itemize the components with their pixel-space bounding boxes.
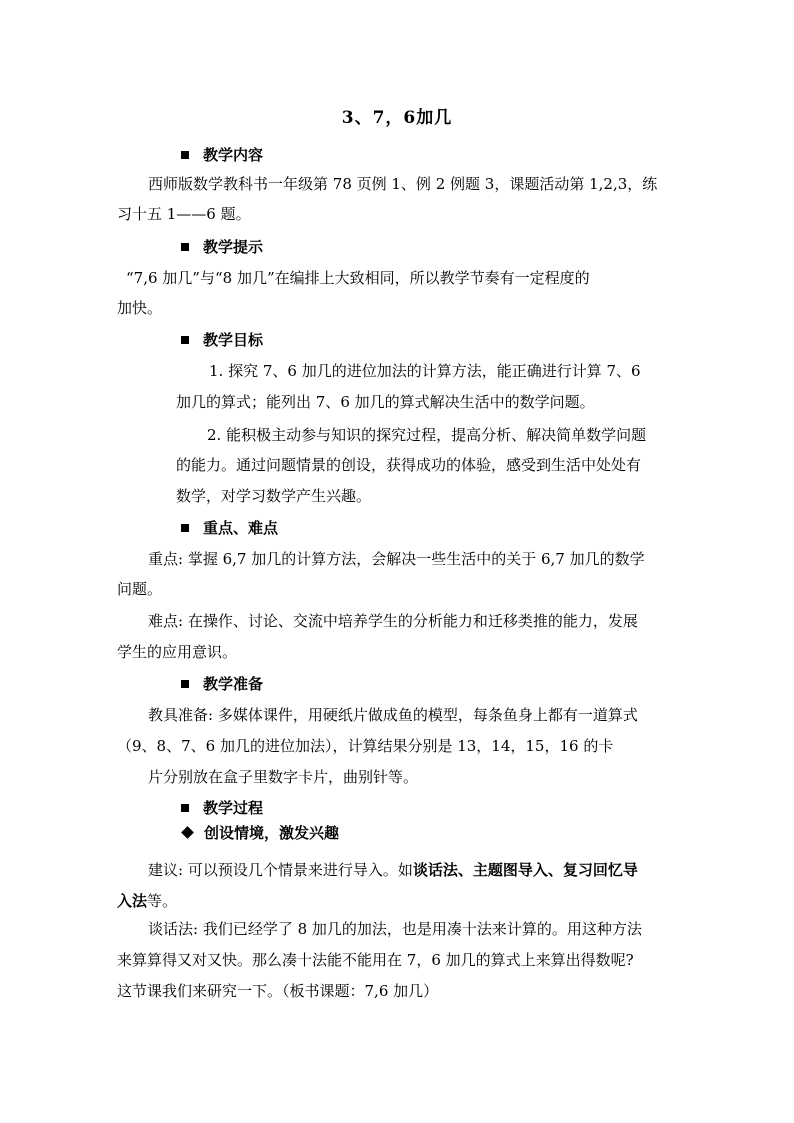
paragraph-line: 教具准备: 多媒体课件，用硬纸片做成鱼的模型，每条鱼身上都有一道算式 (148, 706, 638, 724)
section-heading-process: 教学过程 (181, 798, 263, 818)
focus-line: 问题。 (117, 580, 163, 598)
goal-item-1-line: 1. 探究 7、6 加几的进位加法的计算方法，能正确进行计算 7、6 (209, 362, 641, 380)
section-heading-preparation: 教学准备 (181, 674, 263, 694)
suggestion-line: 入法等。 (117, 892, 178, 910)
paragraph-line: 西师版数学教科书一年级第 78 页例 1、例 2 例题 3，课题活动第 1,2,3，练 (148, 175, 658, 193)
square-bullet-icon (181, 336, 189, 344)
square-bullet-icon (181, 151, 189, 159)
focus-line: 重点: 掌握 6,7 加几的计算方法，会解决一些生活中的关于 6,7 加几的数学 (148, 550, 645, 568)
paragraph-line: 习十五 1——6 题。 (117, 205, 251, 223)
suggestion-line: 建议: 可以预设几个情景来进行导入。如谈话法、主题图导入、复习回忆导 (148, 861, 638, 879)
page-title: 3、7，6加几 (341, 108, 453, 128)
sub-heading-scenario: 创设情境，激发兴趣 (181, 823, 339, 843)
square-bullet-icon (181, 804, 189, 812)
section-heading-goals: 教学目标 (181, 330, 263, 350)
talk-method-line: 来算算得又对又快。那么凑十法能不能用在 7，6 加几的算式上来算出得数呢? (117, 951, 634, 969)
paragraph-line: （9、8、7、6 加几的进位加法），计算结果分别是 13，14，15，16 的卡 (117, 737, 614, 755)
goal-item-2-line: 数学，对学习数学产生兴趣。 (176, 487, 372, 505)
square-bullet-icon (181, 680, 189, 688)
goal-item-2-line: 的能力。通过问题情景的创设，获得成功的体验，感受到生活中处处有 (176, 456, 642, 474)
talk-method-line: 谈话法: 我们已经学了 8 加几的加法，也是用凑十法来计算的。用这种方法 (148, 920, 642, 938)
paragraph-line: “7,6 加几”与“8 加几”在编排上大致相同，所以教学节奏有一定程度的 (126, 269, 590, 287)
section-heading-hint: 教学提示 (181, 237, 263, 257)
goal-item-1-line: 加几的算式；能列出 7、6 加几的算式解决生活中的数学问题。 (176, 393, 595, 411)
talk-method-line: 这节课我们来研究一下。（板书课题：7,6 加几） (117, 982, 439, 1000)
paragraph-line: 片分别放在盒子里数字卡片，曲别针等。 (148, 768, 419, 786)
difficulty-line: 难点: 在操作、讨论、交流中培养学生的分析能力和迁移类推的能力，发展 (148, 612, 638, 630)
square-bullet-icon (181, 243, 189, 251)
goal-item-2-line: 2. 能积极主动参与知识的探究过程，提高分析、解决简单数学问题 (207, 426, 647, 444)
square-bullet-icon (181, 524, 189, 532)
section-heading-key-points: 重点、难点 (181, 518, 278, 538)
paragraph-line: 加快。 (117, 299, 163, 317)
diamond-bullet-icon (181, 826, 194, 839)
section-heading-content: 教学内容 (181, 145, 263, 165)
difficulty-line: 学生的应用意识。 (117, 643, 238, 661)
